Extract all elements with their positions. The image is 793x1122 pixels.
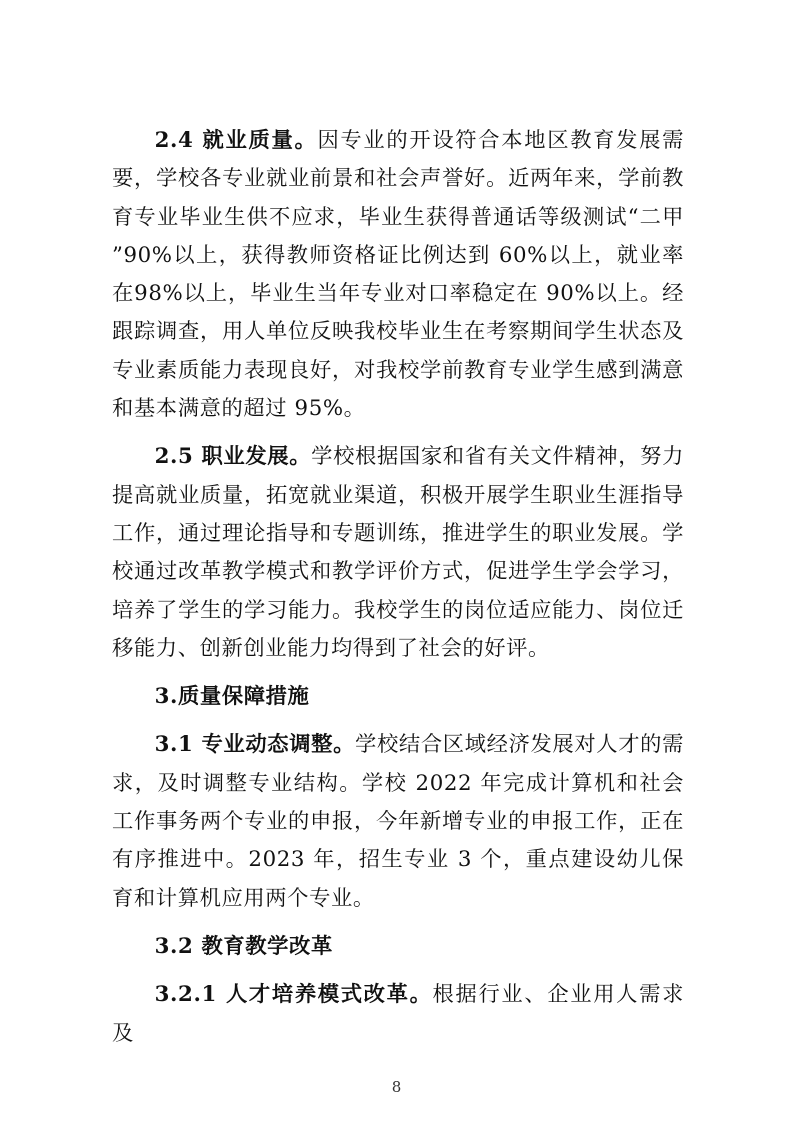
section-3-2-1-body: 根据行业、企业用人需求及 [112,982,684,1046]
section-3-2-1-heading: 3.2.1 人才培养模式改革。 [154,982,433,1008]
document-body [112,122,684,1053]
section-2-4-body: 因专业的开设符合本地区教育发展需要，学校各专业就业前景和社会声誉好。近两年来，学前教育专业毕业生供不应求，毕业生获得普通话等级测试“二甲 ”90%以上，获得教师资格证比例达到 60%以上，就业率在98%以上，毕业生当年专业对口率稳定在 90%以上。经跟踪调查，用人单位反映我校毕业生在考察期间学生状态及专业素质能力表现良好，对我校学前教育专业学生感到满意和基本满意的超过 95%。 [112,128,684,422]
section-3-heading: 3.质量保障措施 [154,684,310,710]
section-3-1-body: 学校结合区域经济发展对人才的需求，及时调整专业结构。学校 2022 年完成计算机和社会工作事务两个专业的申报，今年新增专业的申报工作，正在有序推进中。2023 年，招生专业 3 个，重点建设幼儿保育和计算机应用两个专业。 [112,732,684,911]
section-3-2-1-paragraph [112,976,684,1053]
section-2-5-paragraph [112,438,684,668]
section-3-1-paragraph [112,726,684,917]
section-2-4-heading: 2.4 就业质量。 [154,128,318,153]
section-3-1-heading: 3.1 专业动态调整。 [154,732,356,758]
section-2-5-body: 学校根据国家和省有关文件精神，努力提高就业质量，拓宽就业渠道，积极开展学生职业生涯指导工作，通过理论指导和专题训练，推进学生的职业发展。学校通过改革教学模式和教学评价方式，促进学生学会学习，培养了学生的学习能力。我校学生的岗位适应能力、岗位迁移能力、创新创业能力均得到了社会的好评。 [112,444,685,661]
page-number: 8 [391,1078,402,1096]
section-2-4-paragraph [112,122,684,428]
section-2-5-heading: 2.5 职业发展。 [154,444,312,470]
section-3-2-heading: 3.2 教育教学改革 [154,933,333,959]
